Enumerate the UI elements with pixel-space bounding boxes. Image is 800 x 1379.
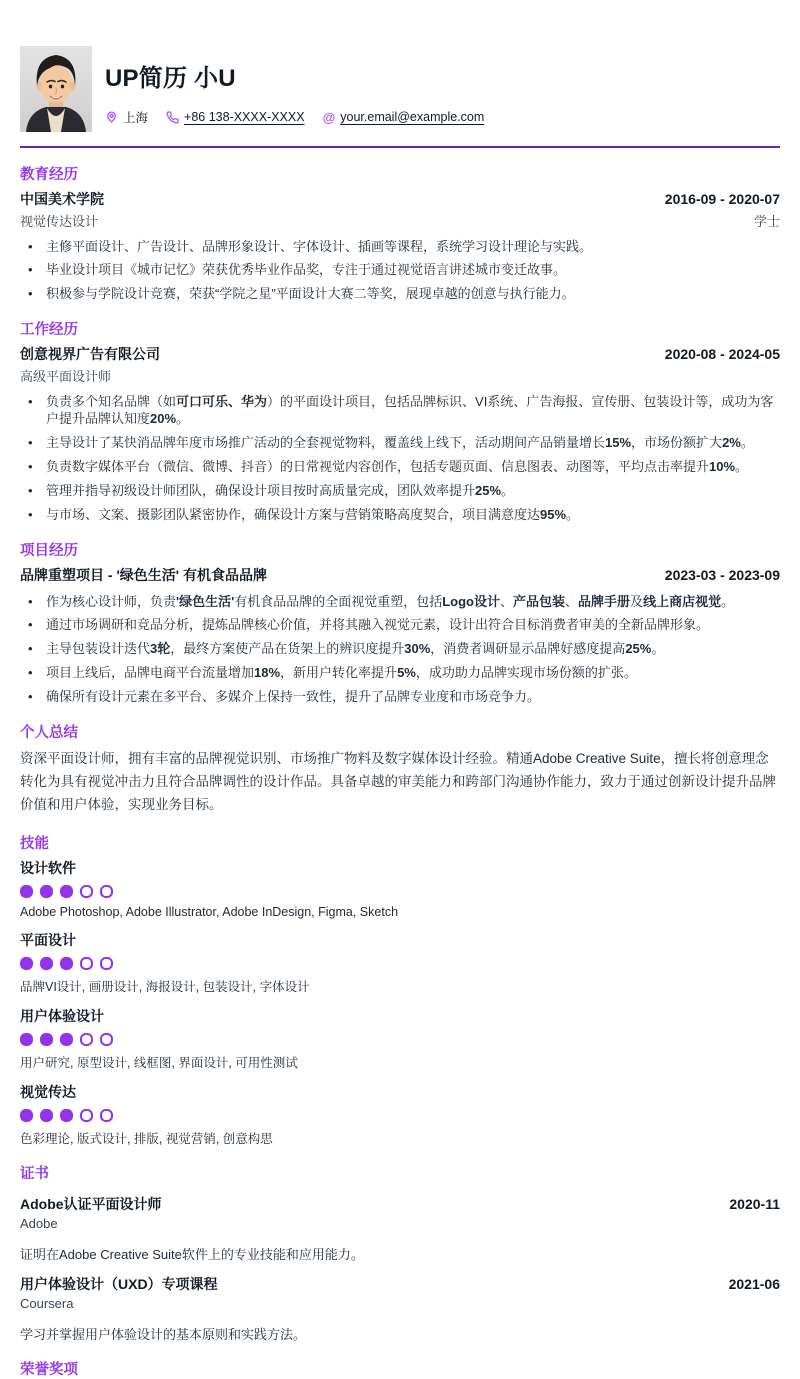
skill-dot-filled [60,1109,73,1122]
skill-detail: 色彩理论, 版式设计, 排版, 视觉营销, 创意构思 [20,1131,273,1146]
bullet-item: • 项目上线后，品牌电商平台流量增加18%，新用户转化率提升5%，成功助力品牌实现市场份额的扩张。 [20,665,780,682]
section-title-education: 教育经历 [20,166,78,183]
project-name: 品牌重塑项目 - '绿色生活' 有机食品品牌 [20,566,267,583]
job-title: 高级平面设计师 [20,369,112,385]
profile-photo [20,46,92,132]
skill-dot-filled [60,1033,73,1046]
skill-name: 用户体验设计 [20,1007,104,1024]
section-title-summary: 个人总结 [20,724,78,741]
section-title-skills: 技能 [20,835,49,852]
section-title-work: 工作经历 [20,322,78,339]
skill-dot-empty [80,1109,93,1122]
certificate-name: 用户体验设计（UXD）专项课程 [20,1275,218,1292]
skill-dot-empty [100,957,113,970]
skill-detail: 品牌VI设计, 画册设计, 海报设计, 包装设计, 字体设计 [20,979,310,994]
location-text: 上海 [123,111,149,125]
skill-dot-empty [80,1033,93,1046]
section-title-certificates: 证书 [20,1165,49,1182]
certificate-entry-adobe [20,1194,780,1263]
bullet-item: • 毕业设计项目《城市记忆》荣获优秀毕业作品奖，专注于通过视觉语言讲述城市变迁故事。 [20,262,780,279]
skill-dot-filled [60,885,73,898]
work-date: 2020-08 - 2024-05 [664,346,780,363]
skill-detail: 用户研究, 原型设计, 线框图, 界面设计, 可用性测试 [20,1055,298,1070]
skill-dot-filled [60,957,73,970]
certificate-issuer: Coursera [20,1295,74,1311]
certificate-issuer: Adobe [20,1215,58,1231]
profile-photo-illustration [20,46,92,132]
skill-dot-filled [20,957,33,970]
section-work [20,318,780,523]
skill-dot-filled [20,1109,33,1122]
skill-item-design-software [20,858,780,919]
bullet-item: • 积极参与学院设计竞赛，荣获“学院之星”平面设计大赛二等奖，展现卓越的创意与执行能力。 [20,286,780,303]
bullet-item: • 主导设计了某快消品牌年度市场推广活动的全套视觉物料，覆盖线上线下，活动期间产品销量增长15%，市场份额扩大2%。 [20,435,780,452]
skill-name: 视觉传达 [20,1083,76,1100]
skill-item-visual-communication [20,1082,780,1147]
bullet-item: • 管理并指导初级设计师团队，确保设计项目按时高质量完成，团队效率提升25%。 [20,483,780,500]
skill-dot-filled [20,885,33,898]
school-name: 中国美术学院 [20,190,104,207]
education-date: 2016-09 - 2020-07 [664,190,780,207]
education-bullet-list [20,239,780,304]
bullet-item: • 主导包装设计迭代3轮，最终方案使产品在货架上的辨识度提升30%，消费者调研显示品牌好感度提高25%。 [20,641,780,658]
bullet-item: • 负责多个知名品牌（如可口可乐、华为）的平面设计项目，包括品牌标识、VI系统、广告海报、宣传册、包装设计等，成功为客户提升品牌认知度20%。 [20,394,780,428]
bullet-item: • 通过市场调研和竞品分析，提炼品牌核心价值，并将其融入视觉元素，设计出符合目标消费者审美的全新品牌形象。 [20,617,780,634]
section-project [20,539,780,706]
section-title-project: 项目经历 [20,542,78,559]
section-education [20,163,780,304]
certificate-date: 2020-11 [729,1195,780,1212]
skill-dot-filled [40,885,53,898]
education-major: 视觉传达设计 [20,213,99,229]
candidate-name: UP简历 小U [105,65,236,92]
work-bullet-list [20,394,780,523]
skill-dot-filled [40,1033,53,1046]
skill-name: 平面设计 [20,931,76,948]
skill-item-graphic-design [20,930,780,995]
skill-dot-empty [100,1033,113,1046]
skill-dot-empty [80,957,93,970]
certificate-entry-uxd [20,1274,780,1343]
skill-dot-filled [40,957,53,970]
skill-dot-filled [20,1033,33,1046]
skill-name: 设计软件 [20,859,76,876]
skill-dot-empty [100,1109,113,1122]
skill-dot-empty [100,885,113,898]
skill-dot-empty [80,885,93,898]
email-link[interactable]: your.email@example.com [340,110,485,124]
bullet-item: • 作为核心设计师，负责'绿色生活'有机食品品牌的全面视觉重塑，包括Logo设计、产品包装、品牌手册及线上商店视觉。 [20,594,780,611]
section-certificates [20,1162,780,1343]
certificate-description: 证明在Adobe Creative Suite软件上的专业技能和应用能力。 [20,1246,364,1262]
section-skills [20,832,780,1147]
skill-dot-filled [40,1109,53,1122]
resume-header [20,46,780,132]
certificate-name: Adobe认证平面设计师 [20,1195,162,1212]
skill-level-dots [20,1109,780,1122]
header-info [105,46,502,126]
project-date: 2023-03 - 2023-09 [664,566,780,583]
phone-link[interactable]: +86 138-XXXX-XXXX [184,110,305,124]
education-degree: 学士 [753,213,780,229]
skill-level-dots [20,957,780,970]
contact-row [105,108,502,126]
certificate-date: 2021-06 [728,1275,780,1292]
bullet-item: • 确保所有设计元素在多平台、多媒介上保持一致性，提升了品牌专业度和市场竞争力。 [20,689,780,706]
header-divider [20,146,780,148]
project-bullet-list [20,594,780,706]
skill-detail: Adobe Photoshop, Adobe Illustrator, Adobe InDesign, Figma, Sketch [20,904,399,919]
contact-email [323,110,485,125]
bullet-item: • 与市场、文案、摄影团队紧密协作，确保设计方案与营销策略高度契合，项目满意度达95%。 [20,507,780,524]
bullet-item: • 负责数字媒体平台（微信、微博、抖音）的日常视觉内容创作，包括专题页面、信息图表、动图等，平均点击率提升10%。 [20,459,780,476]
at-icon: @ [322,109,336,125]
phone-icon [166,111,179,124]
certificate-description: 学习并掌握用户体验设计的基本原则和实践方法。 [20,1326,307,1342]
section-title-honors: 荣誉奖项 [20,1361,78,1378]
skill-level-dots [20,1033,780,1046]
contact-phone [166,110,305,124]
skill-item-ux-design [20,1006,780,1071]
section-summary [20,721,780,817]
summary-text: 资深平面设计师，拥有丰富的品牌视觉识别、市场推广物料及数字媒体设计经验。精通Adobe Creative Suite，擅长将创意理念转化为具有视觉冲击力且符合品牌调性的设计作品。具备卓越的审美能力和跨部门沟通协作能力，致力于通过创新设计提升品牌价值和用户体验，实现业务目标。 [20,750,776,813]
contact-location [105,108,148,126]
bullet-item: • 主修平面设计、广告设计、品牌形象设计、字体设计、插画等课程，系统学习设计理论与实践。 [20,239,780,256]
location-pin-icon [105,110,118,124]
company-name: 创意视界广告有限公司 [20,346,160,363]
section-honors [20,1358,780,1379]
skill-level-dots [20,885,780,898]
